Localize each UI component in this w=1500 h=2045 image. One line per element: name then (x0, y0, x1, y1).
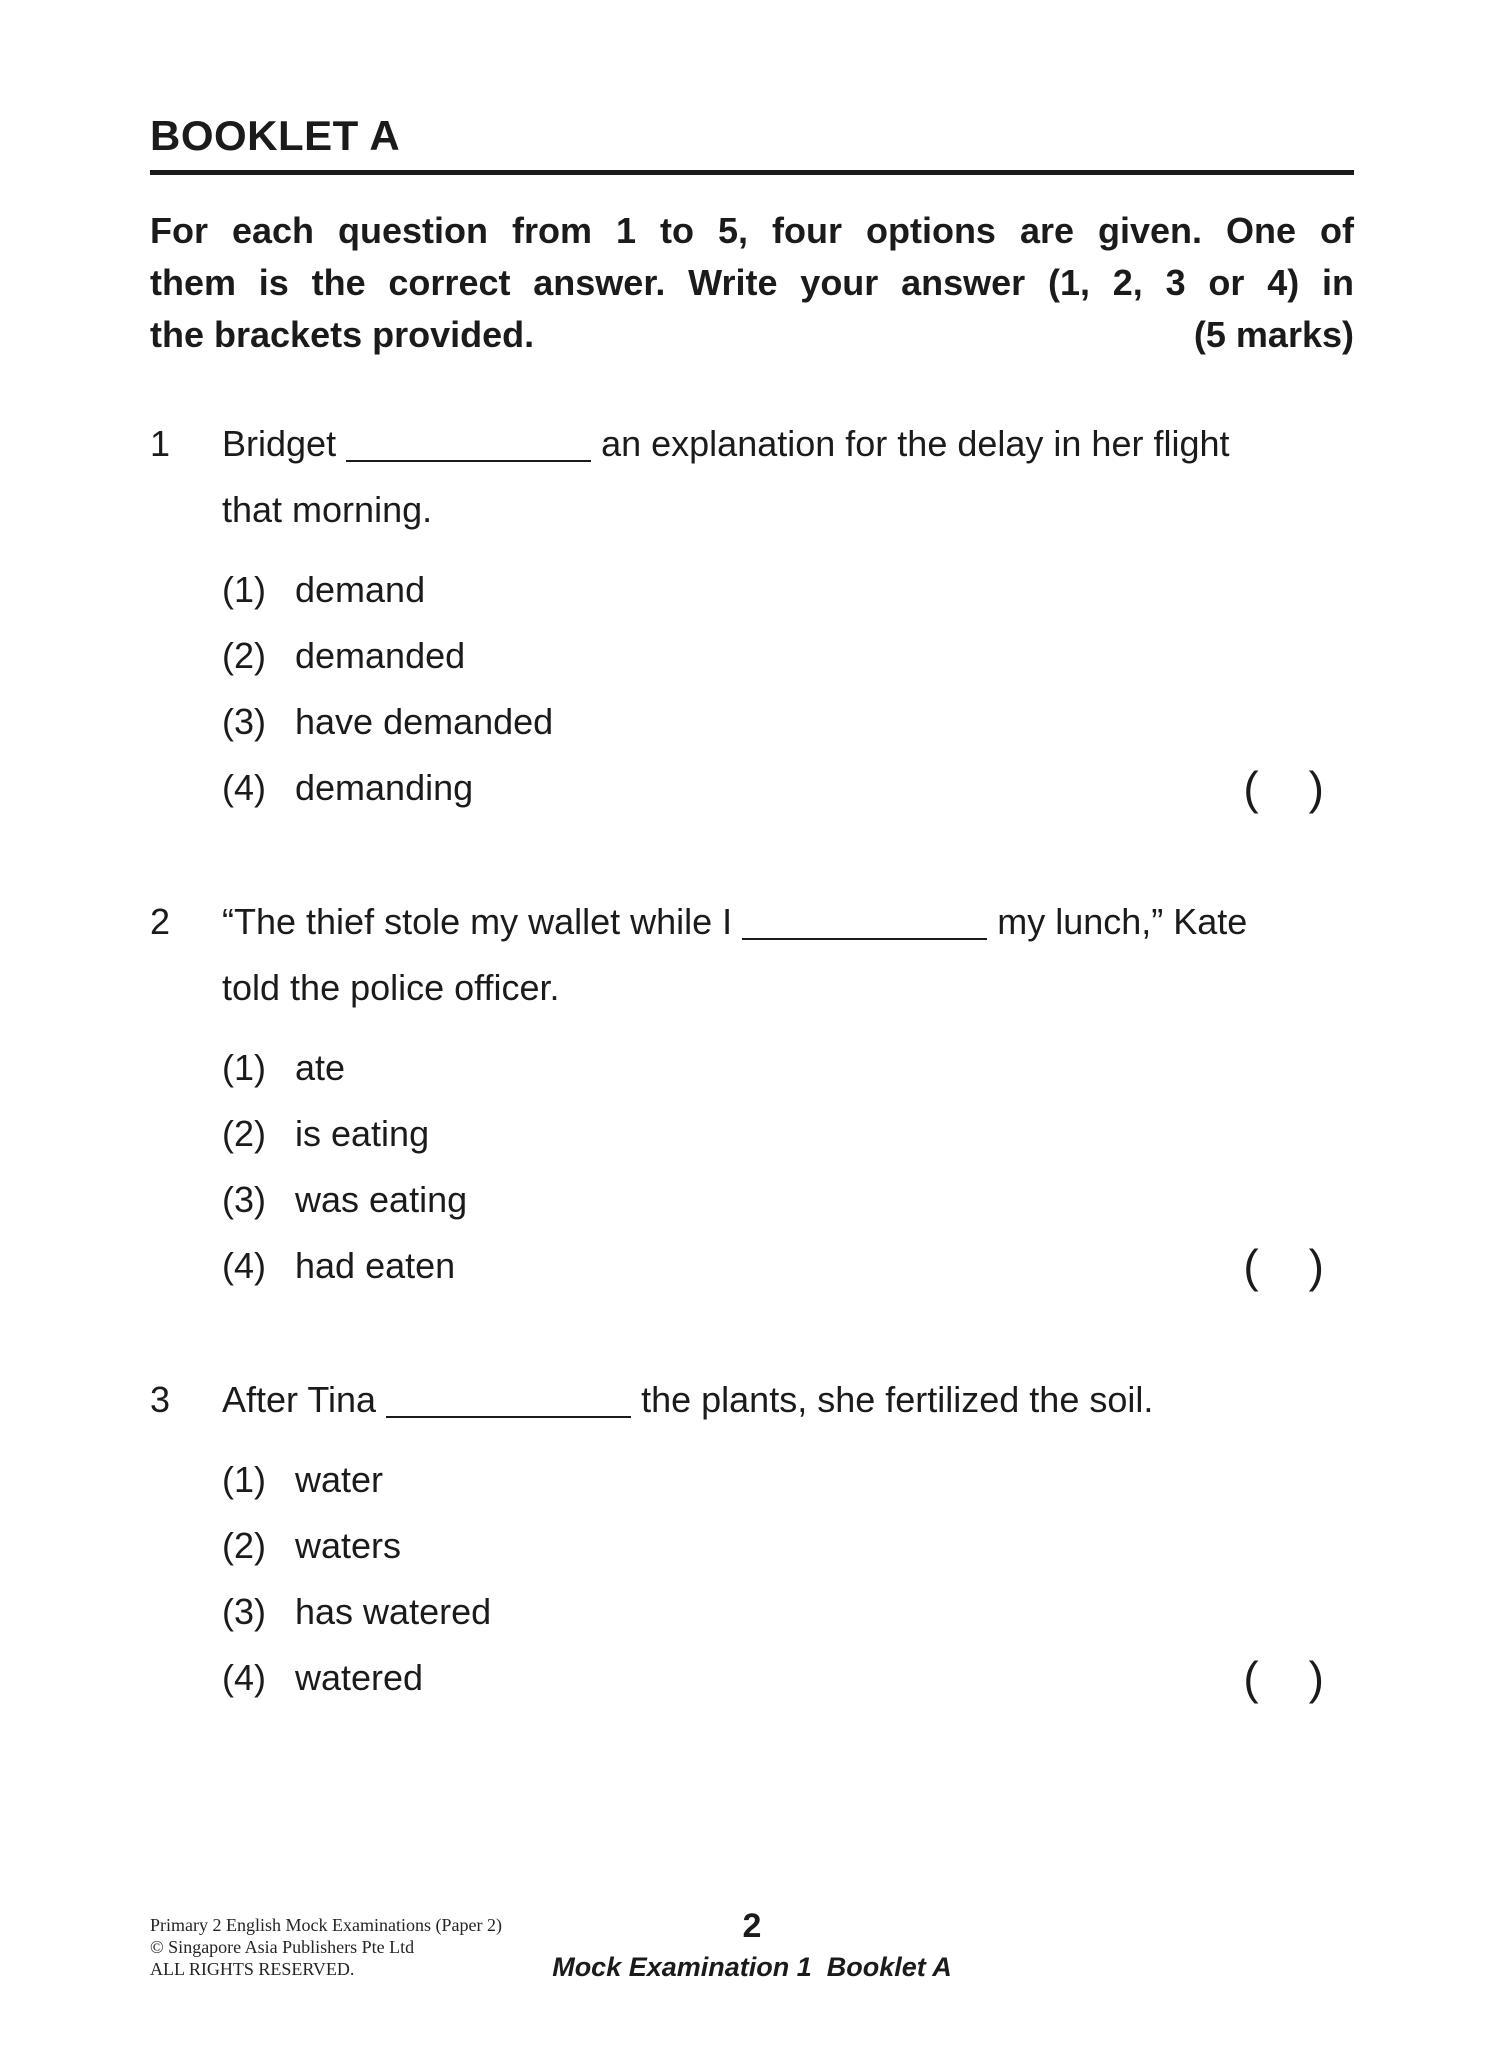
answer-blank[interactable] (386, 1415, 631, 1418)
question-text-segment: Bridget (222, 423, 347, 464)
imprint-line-2: © Singapore Asia Publishers Pte Ltd (150, 1937, 415, 1957)
option-number: (4) (222, 1657, 266, 1698)
question-3 (150, 1367, 1354, 1711)
open-bracket: ( (1243, 1652, 1259, 1704)
marks-label: (5 marks) (1193, 314, 1354, 355)
option-text: had eaten (295, 1245, 456, 1286)
close-bracket: ) (1308, 1240, 1324, 1292)
page-footer (150, 1908, 1354, 2008)
option-number: (2) (222, 635, 266, 676)
question-body (222, 1367, 1354, 1711)
option-row (222, 1513, 1354, 1579)
option-row (222, 1035, 1354, 1101)
open-bracket: ( (1243, 1240, 1259, 1292)
option-text: is eating (295, 1113, 430, 1154)
option-row (222, 1645, 1354, 1711)
question-text (222, 889, 1354, 1021)
question-list (150, 411, 1354, 1711)
answer-brackets[interactable] (1243, 1233, 1324, 1299)
option-text: watered (295, 1657, 424, 1698)
title-rule (150, 170, 1354, 175)
question-text-line (222, 477, 1354, 543)
instructions-line-3 (150, 309, 1354, 361)
option-row (222, 557, 1354, 623)
option-list (222, 1447, 1354, 1711)
option-text: demand (295, 569, 426, 610)
close-bracket: ) (1308, 1652, 1324, 1704)
option-number: (1) (222, 1459, 266, 1500)
option-row (222, 1167, 1354, 1233)
option-text: water (295, 1459, 384, 1500)
question-number: 3 (150, 1379, 171, 1420)
instructions-line-1: For each question from 1 to 5, four options are given. One of (150, 210, 1354, 251)
option-number: (4) (222, 767, 266, 808)
option-text: has watered (295, 1591, 492, 1632)
option-row (222, 1447, 1354, 1513)
question-number: 2 (150, 901, 171, 942)
question-text-segment: told the police officer. (222, 967, 560, 1008)
question-body (222, 411, 1354, 821)
option-text: demanded (295, 635, 466, 676)
question-text-segment: the plants, she fertilized the soil. (631, 1379, 1154, 1420)
question-text-segment: an explanation for the delay in her flight (591, 423, 1230, 464)
page-title: BOOKLET A (150, 112, 401, 159)
footer-center (150, 1908, 1354, 1983)
question-text (222, 411, 1354, 543)
option-text: have demanded (295, 701, 554, 742)
option-text: ate (295, 1047, 346, 1088)
question-text-segment: After Tina (222, 1379, 387, 1420)
question-text (222, 1367, 1354, 1433)
instructions-line-2: them is the correct answer. Write your answer (1, 2, 3 or 4) in (150, 262, 1354, 303)
option-number: (1) (222, 569, 266, 610)
option-number: (4) (222, 1245, 266, 1286)
option-number: (2) (222, 1525, 266, 1566)
close-bracket: ) (1308, 762, 1324, 814)
answer-brackets[interactable] (1243, 755, 1324, 821)
question-body (222, 889, 1354, 1299)
option-text: demanding (295, 767, 474, 808)
question-text-line (222, 955, 1354, 1021)
option-list (222, 1035, 1354, 1299)
instructions-line-3-text: the brackets provided. (150, 314, 535, 355)
page-number: 2 (742, 1907, 762, 1945)
option-row (222, 1579, 1354, 1645)
option-number: (3) (222, 701, 266, 742)
option-text: waters (295, 1525, 402, 1566)
option-number: (3) (222, 1179, 266, 1220)
open-bracket: ( (1243, 762, 1259, 814)
question-2 (150, 889, 1354, 1299)
question-1 (150, 411, 1354, 821)
answer-brackets[interactable] (1243, 1645, 1324, 1711)
question-text-segment: my lunch,” Kate (987, 901, 1248, 942)
question-text-line (222, 411, 1354, 477)
option-row (222, 1233, 1354, 1299)
answer-blank[interactable] (742, 937, 987, 940)
option-row (222, 623, 1354, 689)
option-number: (1) (222, 1047, 266, 1088)
option-number: (3) (222, 1591, 266, 1632)
option-row (222, 689, 1354, 755)
option-number: (2) (222, 1113, 266, 1154)
question-text-line (222, 889, 1354, 955)
question-text-line (222, 1367, 1354, 1433)
option-row (222, 755, 1354, 821)
imprint-line-1: Primary 2 English Mock Examinations (Paper 2) (150, 1915, 502, 1935)
instructions (150, 205, 1354, 361)
imprint-line-3: ALL RIGHTS RESERVED. (150, 1959, 355, 1979)
answer-blank[interactable] (346, 459, 591, 462)
option-text: was eating (295, 1179, 468, 1220)
question-number: 1 (150, 423, 171, 464)
option-list (222, 557, 1354, 821)
question-text-segment: that morning. (222, 489, 433, 530)
option-row (222, 1101, 1354, 1167)
question-text-segment: “The thief stole my wallet while I (222, 901, 743, 942)
exam-label: Mock Examination 1 Booklet A (552, 1952, 952, 1982)
